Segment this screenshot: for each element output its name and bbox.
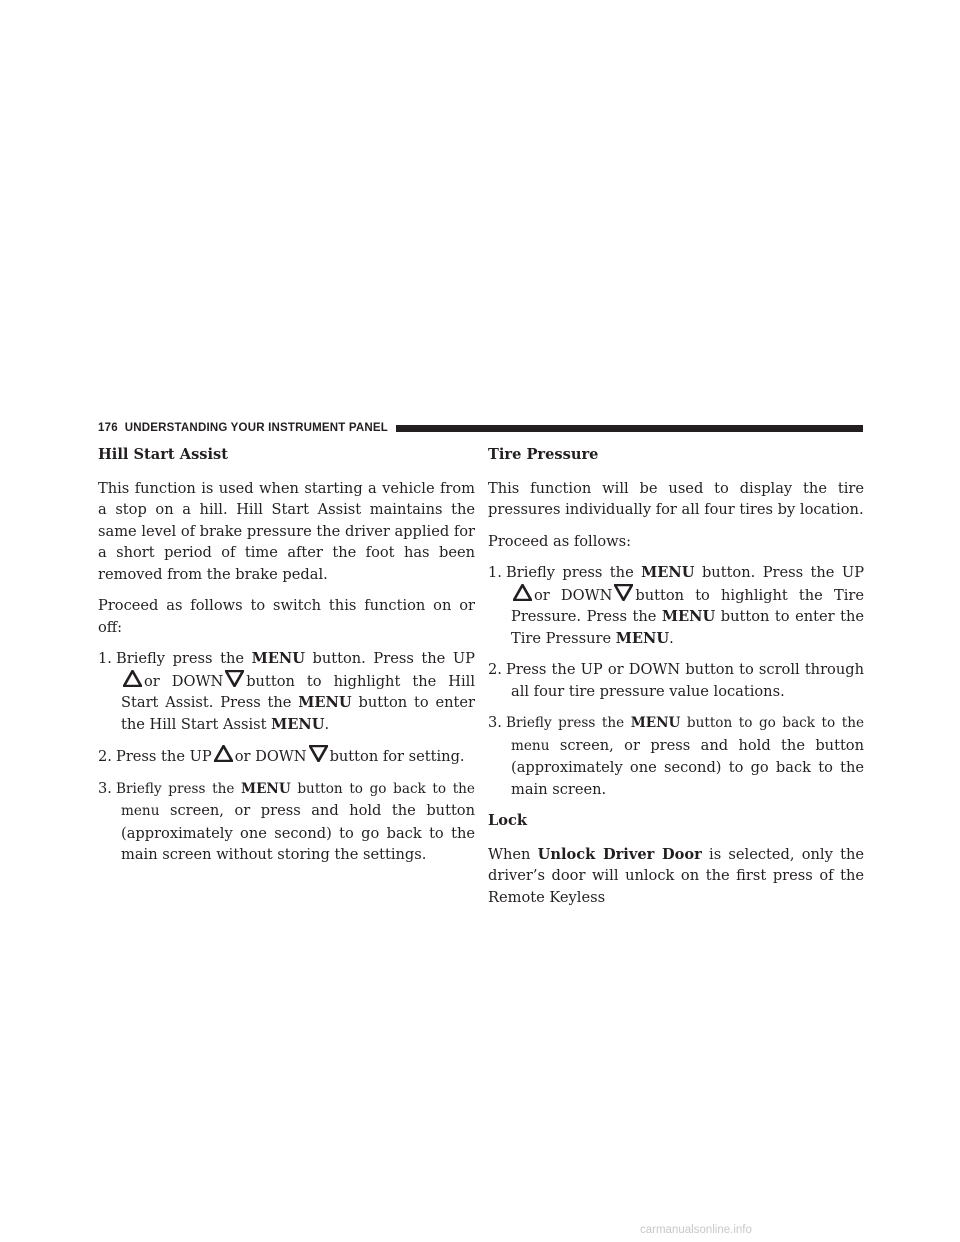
page-header-title: UNDERSTANDING YOUR INSTRUMENT PANEL <box>124 422 388 434</box>
tire-pressure-step-2: 2. Press the UP or DOWN button to scroll through all four tire pressure value locations. <box>488 661 864 700</box>
hill-start-step-2: 2. Press the UP or DOWN button for setting. <box>98 745 475 768</box>
hill-start-assist-intro: This function is used when starting a vehicle from a stop on a hill. Hill Start Assist maintains the same level of brake pressure the driver applied for a short period of time after the foot has been removed from the brake pedal. <box>98 479 475 583</box>
tire-pressure-intro: This function will be used to display the tire pressures individually for all four tires by location. <box>488 479 864 518</box>
hill-start-proceed: Proceed as follows to switch this function on or off: <box>98 597 475 636</box>
lock-paragraph: When Unlock Driver Door is selected, only the driver’s door will unlock on the first press of the Remote Keyless <box>488 845 864 906</box>
header-rule <box>396 425 863 432</box>
down-triangle-icon <box>225 670 244 687</box>
hill-start-assist-heading: Hill Start Assist <box>98 446 229 463</box>
watermark: carmanualsonline.info <box>640 1224 752 1236</box>
lock-heading: Lock <box>488 812 527 829</box>
tire-pressure-step-1: 1. Briefly press the MENU button. Press the UP or DOWN button to highlight the Tire Pressure. Press the MENU button to enter the Tire Pressure MENU. <box>488 564 865 647</box>
tire-pressure-step-3: 3. Briefly press the MENU button to go back to the menu screen, or press and hold the button (approximately one second) to go back to the main screen. <box>488 714 864 798</box>
up-triangle-icon <box>513 584 532 601</box>
page-number: 176 <box>98 422 118 434</box>
down-triangle-icon <box>614 584 633 601</box>
hill-start-step-1: 1. Briefly press the MENU button. Press the UP or DOWN button to highlight the Hill Start Assist. Press the MENU button to enter the Hill Start Assist MENU. <box>98 650 476 733</box>
up-triangle-icon <box>123 670 142 687</box>
tire-pressure-heading: Tire Pressure <box>488 446 599 463</box>
right-column <box>488 444 864 918</box>
down-triangle-icon <box>309 745 328 762</box>
page-header <box>98 420 863 436</box>
hill-start-step-3: 3. Briefly press the MENU button to go back to the menu screen, or press and hold the button (approximately one second) to go back to the main screen without storing the settings. <box>98 779 475 863</box>
tire-pressure-proceed: Proceed as follows: <box>488 532 632 550</box>
left-column <box>98 444 475 876</box>
up-triangle-icon <box>214 745 233 762</box>
